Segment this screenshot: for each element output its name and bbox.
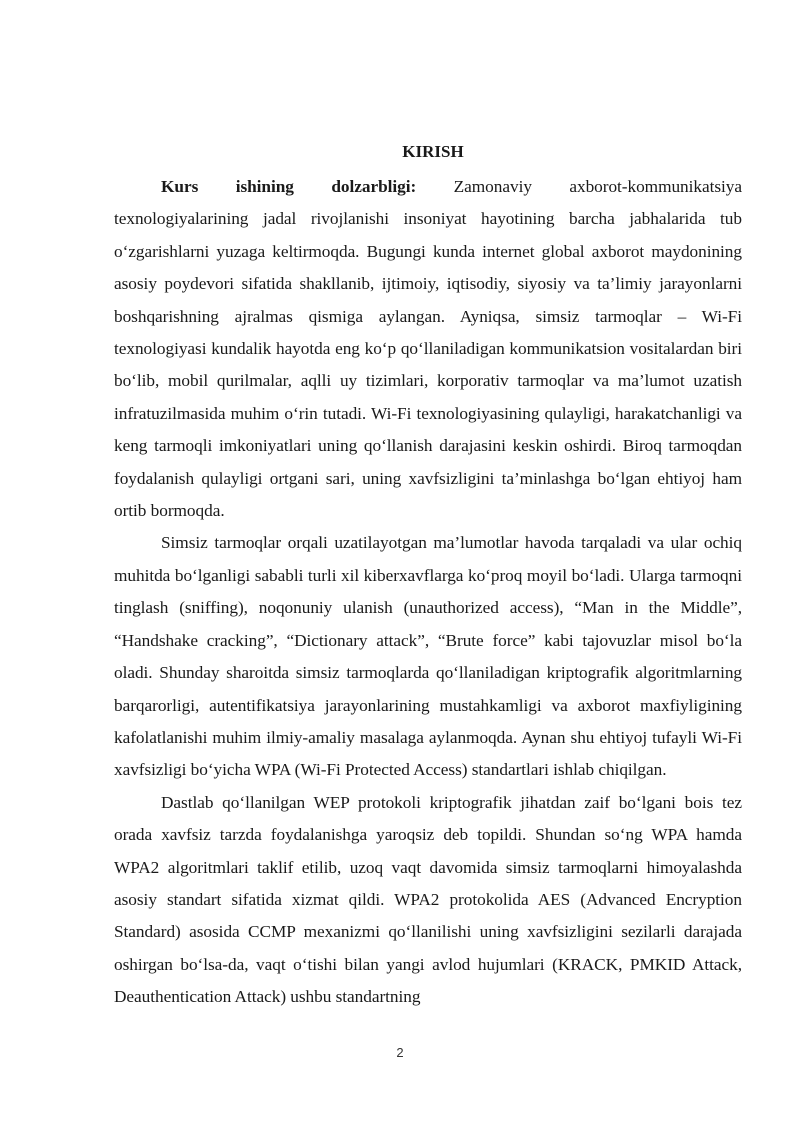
paragraph-text: Dastlab qo‘llanilgan WEP protokoli kriptografik jihatdan zaif bo‘lgani bois tez orada xavfsiz tarzda foydalanishga yaroqsiz deb topildi. Shundan so‘ng WPA hamda WPA2 algoritmlari taklif etilib, uzoq vaqt davomida simsiz tarmoqlarni himoyalashda asosiy standart sifatida xizmat qildi. WPA2 protokolida AES (Advanced Encryption Standard) asosida CCMP mexanizmi qo‘llanilishi uning xavfsizligini sezilarli darajada oshirgan bo‘lsa-da, vaqt o‘tishi bilan yangi avlod hujumlari (KRACK, PMKID Attack, Deauthentication Attack) ushbu standartning [114, 792, 742, 1007]
page-body [114, 141, 742, 1014]
page-number: 2 [396, 1045, 404, 1060]
paragraph-text: Simsiz tarmoqlar orqali uzatilayotgan ma’lumotlar havoda tarqaladi va ular ochiq muhitda bo‘lganligi sababli turli xil kiberxavflarga ko‘proq moyil bo‘ladi. Ularga tarmoqni tinglash (sniffing), noqonuniy ulanish (unauthorized access), “Man in the Middle”, “Handshake cracking”, “Dictionary attack”, “Brute force” kabi tajovuzlar misol bo‘la oladi. Shunday sharoitda simsiz tarmoqlarda qo‘llaniladigan kriptografik algoritmlarning barqarorligi, autentifikatsiya jarayonlarining mustahkamligi va axborot maxfiyligining kafolatlanishi muhim ilmiy-amaliy masalaga aylanmoqda. Aynan shu ehtiyoj tufayli Wi-Fi xavfsizligi bo‘yicha WPA (Wi-Fi Protected Access) standartlari ishlab chiqilgan. [114, 533, 742, 780]
paragraph-lead: Kurs ishining dolzarbligi: [161, 177, 417, 196]
paragraph-text: Zamonaviy axborot-kommunikatsiya texnologiyalarining jadal rivojlanishi insoniyat hayotining barcha jabhalarida tub o‘zgarishlarni yuzaga keltirmoqda. Bugungi kunda internet global axborot maydonining asosiy poydevori sifatida shakllanib, ijtimoiy, iqtisodiy, siyosiy va ta’limiy jarayonlarni boshqarishning ajralmas qismiga aylangan. Ayniqsa, simsiz tarmoqlar – Wi-Fi texnologiyasi kundalik hayotda eng ko‘p qo‘llaniladigan kommunikatsion vositalardan biri bo‘lib, mobil qurilmalar, aqlli uy tizimlari, korporativ tarmoqlar va ma’lumot uzatish infratuzilmasida muhim o‘rin tutadi. Wi-Fi texnologiyasining qulayligi, harakatchanligi va keng tarmoqli imkoniyatlari uning qo‘llanish darajasini keskin oshirdi. Biroq tarmoqdan foydalanish qulayligi ortgani sari, uning xavfsizligini ta’minlashga bo‘lgan ehtiyoj ham ortib bormoqda. [114, 177, 742, 521]
paragraph-protocols [114, 787, 742, 1014]
section-title: KIRISH [402, 142, 464, 161]
paragraph-relevance [114, 171, 742, 527]
paragraph-threats [114, 527, 742, 786]
